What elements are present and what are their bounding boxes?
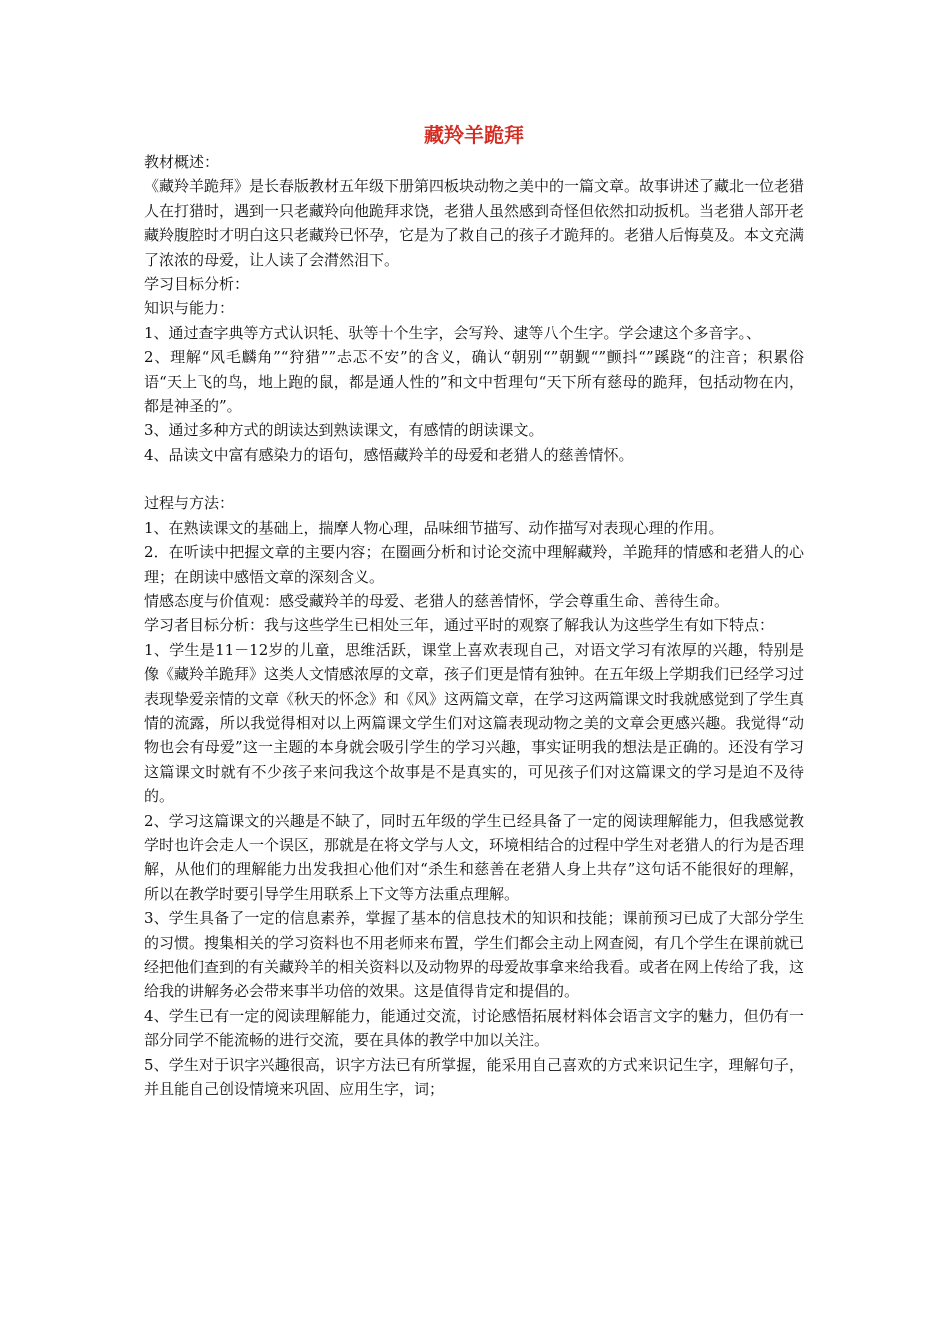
paragraph-k1: 1、通过查字典等方式认识牦、驮等十个生字，会写羚、逮等八个生字。学会逮这个多音字。、 xyxy=(144,323,762,342)
paragraph-emotion: 情感态度与价值观：感受藏羚羊的母爱、老猎人的慈善情怀，学会尊重生命、善待生命。 xyxy=(144,591,730,610)
document-page xyxy=(144,120,804,1101)
paragraph-h-process: 过程与方法： xyxy=(144,494,235,513)
blank-line xyxy=(144,467,804,491)
paragraph-l4: 4、学生已有一定的阅读理解能力，能通过交流，讨论感悟拓展材料体会语言文字的魅力，但仍有一部分同学不能流畅的进行交流，要在具体的教学中加以关注。 xyxy=(144,1006,804,1050)
paragraph-h-knowledge: 知识与能力： xyxy=(144,299,235,318)
paragraph-learner: 学习者目标分析：我与这些学生已相处三年，通过平时的观察了解我认为这些学生有如下特点： xyxy=(144,616,775,635)
paragraph-h-goals: 学习目标分析： xyxy=(144,275,250,294)
paragraph-l3: 3、学生具备了一定的信息素养，掌握了基本的信息技术的知识和技能；课前预习已成了大部分学生的习惯。搜集相关的学习资料也不用老师来布置，学生们都会主动上网查阅，有几个学生在课前就已经把他们查到的有关藏羚羊的相关资料以及动物界的母爱故事拿来给我看。或者在网上传给了我，这给我的讲解务必会带来事半功倍的效果。这是值得肯定和提倡的。 xyxy=(144,909,805,1001)
paragraph-overview-text: 《藏羚羊跪拜》是长春版教材五年级下册第四板块动物之美中的一篇文章。故事讲述了藏北一位老猎人在打猎时，遇到一只老藏羚向他跪拜求饶，老猎人虽然感到奇怪但依然扣动扳机。当老猎人部开老藏羚腹腔时才明白这只老藏羚已怀孕，它是为了救自己的孩子才跪拜的。老猎人后悔莫及。本文充满了浓浓的母爱，让人读了会潸然泪下。 xyxy=(144,177,805,269)
paragraph-k2: 2、理解“风毛麟角”“狩猎””忐忑不安”的含义，确认“朝别“”朝觐“”颤抖“”蹊跷“的注音；积累俗语“天上飞的鸟，地上跑的鼠，都是通人性的”和文中哲理句“天下所有慈母的跪拜，包括动物在内，都是神圣的”。 xyxy=(144,348,804,416)
paragraph-pm2: 2．在听读中把握文章的主要内容；在圈画分析和讨论交流中理解藏羚，羊跪拜的情感和老猎人的心理；在朗读中感悟文章的深刻含义。 xyxy=(144,543,804,586)
paragraph-h-overview: 教材概述： xyxy=(144,153,220,171)
paragraph-l1: 1、学生是11－12岁的儿童，思维活跃，课堂上喜欢表现自己，对语文学习有浓厚的兴趣，特别是像《藏羚羊跪拜》这类人文情感浓厚的文章，孩子们更是情有独钟。在五年级上学期我们已经学习过表现挚爱亲情的文章《秋天的怀念》和《风》这两篇文章，在学习这两篇课文时我就感觉到了学生真情的流露，所以我觉得相对以上两篇课文学生们对这篇表现动物之美的文章会更感兴趣。我觉得“动物也会有母爱”这一主题的本身就会吸引学生的学习兴趣，事实证明我的想法是正确的。还没有学习这篇课文时就有不少孩子来问我这个故事是不是真实的，可见孩子们对这篇课文的学习是迫不及待的。 xyxy=(144,640,805,806)
paragraph-l2: 2、学习这篇课文的兴趣是不缺了，同时五年级的学生已经具备了一定的阅读理解能力，但我感觉教学时也许会走人一个误区，那就是在将文学与人文，环境相结合的过程中学生对老猎人的行为是否理解，从他们的理解能力出发我担心他们对“杀生和慈善在老猎人身上共存”这句话不能很好的理解，所以在教学时要引导学生用联系上下文等方法重点理解。 xyxy=(144,811,805,903)
paragraph-k3: 3、通过多种方式的朗读达到熟读课文，有感情的朗读课文。 xyxy=(144,421,544,440)
paragraph-pm1: 1、在熟读课文的基础上，揣摩人物心理，品味细节描写、动作描写对表现心理的作用。 xyxy=(144,518,724,537)
paragraph-k4: 4、品读文中富有感染力的语句，感悟藏羚羊的母爱和老猎人的慈善情怀。 xyxy=(144,445,634,464)
document-title: 藏羚羊跪拜 xyxy=(424,123,524,147)
document-body xyxy=(144,150,804,1101)
paragraph-l5: 5、学生对于识字兴趣很高，识字方法已有所掌握，能采用自己喜欢的方式来识记生字，理解句子，并且能自己创设情境来巩固、应用生字，词； xyxy=(144,1055,804,1099)
